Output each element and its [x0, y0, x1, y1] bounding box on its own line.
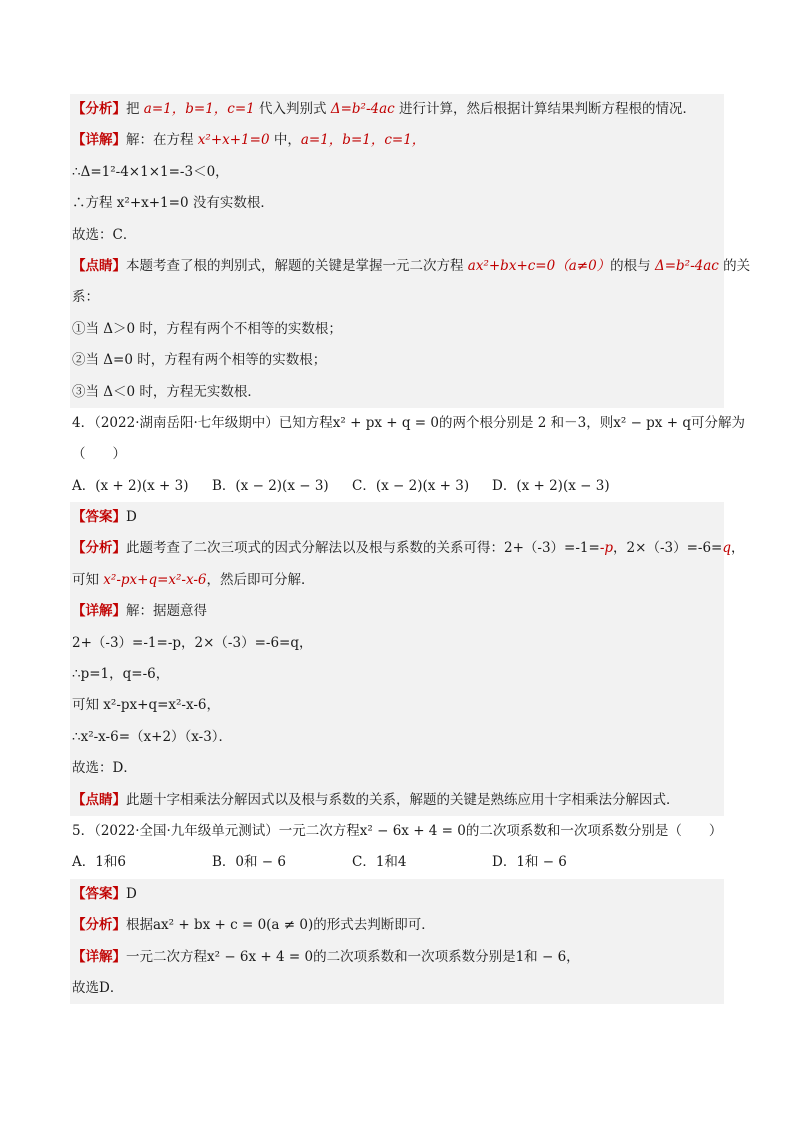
q5-option-c: C．1和4: [352, 854, 407, 871]
q5-analysis: 【分析】根据ax² + bx + c = 0(a ≠ 0)的形式去判断即可．: [70, 910, 724, 941]
document-page: [70, 94, 751, 1004]
q5-options: [70, 847, 724, 878]
q5-stem: 5．（2022·全国·九年级单元测试）一元二次方程x² − 6x + 4 = 0的二次项系数和一次项系数分别是（ ）: [72, 822, 723, 839]
q3-answer: 故选：C．: [70, 220, 724, 251]
q4-step-2: ∴p=1，q=-6，: [70, 659, 724, 690]
q4-analysis-cont: 可知 x²-px+q=x²-x-6，然后即可分解．: [70, 565, 724, 596]
detail-tag: 【详解】: [72, 132, 126, 149]
answer-tag: 【答案】: [72, 885, 126, 902]
q3-detail: 【详解】解：在方程 x²+x+1=0 中，a=1，b=1，c=1，: [70, 125, 724, 156]
q4-options: [70, 471, 724, 502]
q4-answer: 【答案】D: [70, 502, 724, 533]
q4-detail: 【详解】解：据题意得: [70, 596, 724, 627]
q4-option-a: A．(x + 2)(x + 3): [72, 477, 189, 494]
q5-option-d: D．1和 − 6: [492, 854, 567, 871]
q3-step-2: ∴方程 x²+x+1=0 没有实数根．: [70, 188, 724, 219]
q4-step-4: ∴x²-x-6=（x+2）（x-3）．: [70, 722, 724, 753]
q3-step-1: ∴Δ=1²-4×1×1=-3＜0，: [70, 157, 724, 188]
q4-comment: 【点睛】此题十字相乘法分解因式以及根与系数的关系，解题的关键是熟练应用十字相乘法分解因式．: [70, 785, 724, 816]
q3-analysis: 【分析】把 a=1，b=1，c=1 代入判别式 Δ=b²-4ac 进行计算，然后根据计算结果判断方程根的情况．: [70, 94, 724, 125]
q5-answer: 【答案】D: [70, 879, 724, 910]
q4-stem: 4．（2022·湖南岳阳·七年级期中）已知方程x² + px + q = 0的两个根分别是 2 和－3，则x² − px + q可分解为: [72, 414, 745, 431]
q3-comment-cont: 系：: [70, 282, 724, 313]
q4-step-1: 2+（-3）=-1=-p，2×（-3）=-6=q，: [70, 628, 724, 659]
q5-final: 故选D．: [70, 973, 724, 1004]
comment-tag: 【点睛】: [72, 791, 126, 808]
answer-tag: 【答案】: [72, 509, 126, 526]
q4-step-3: 可知 x²-px+q=x²-x-6，: [70, 690, 724, 721]
q3-case-2: ②当 Δ=0 时，方程有两个相等的实数根；: [70, 345, 724, 376]
detail-tag: 【详解】: [72, 603, 126, 620]
q4-analysis: 【分析】此题考查了二次三项式的因式分解法以及根与系数的关系可得：2+（-3）=-1=-p，2×（-3）=-6=q，: [70, 533, 724, 564]
analysis-tag: 【分析】: [72, 917, 126, 934]
detail-tag: 【详解】: [72, 948, 126, 965]
q5-detail: 【详解】一元二次方程x² − 6x + 4 = 0的二次项系数和一次项系数分别是1和 − 6，: [70, 942, 724, 973]
q3-case-1: ①当 Δ＞0 时，方程有两个不相等的实数根；: [70, 314, 724, 345]
q4-option-d: D．(x + 2)(x − 3): [492, 477, 610, 494]
analysis-tag: 【分析】: [72, 101, 126, 117]
q5-option-b: B．0和 − 6: [212, 854, 286, 871]
q4-option-c: C．(x − 2)(x + 3): [352, 477, 470, 494]
q4-stem-cont: （ ）: [72, 446, 126, 463]
analysis-tag: 【分析】: [72, 540, 126, 557]
comment-tag: 【点睛】: [72, 257, 126, 274]
q5-option-a: A．1和6: [72, 854, 126, 871]
q3-comment: 【点睛】本题考查了根的判别式，解题的关键是掌握一元二次方程 ax²+bx+c=0（a≠0）的根与 Δ=b²-4ac 的关: [70, 251, 724, 282]
q4-final: 故选：D．: [70, 753, 724, 784]
q4-option-b: B．(x − 2)(x − 3): [212, 477, 329, 494]
q3-case-3: ③当 Δ＜0 时，方程无实数根．: [70, 377, 724, 408]
